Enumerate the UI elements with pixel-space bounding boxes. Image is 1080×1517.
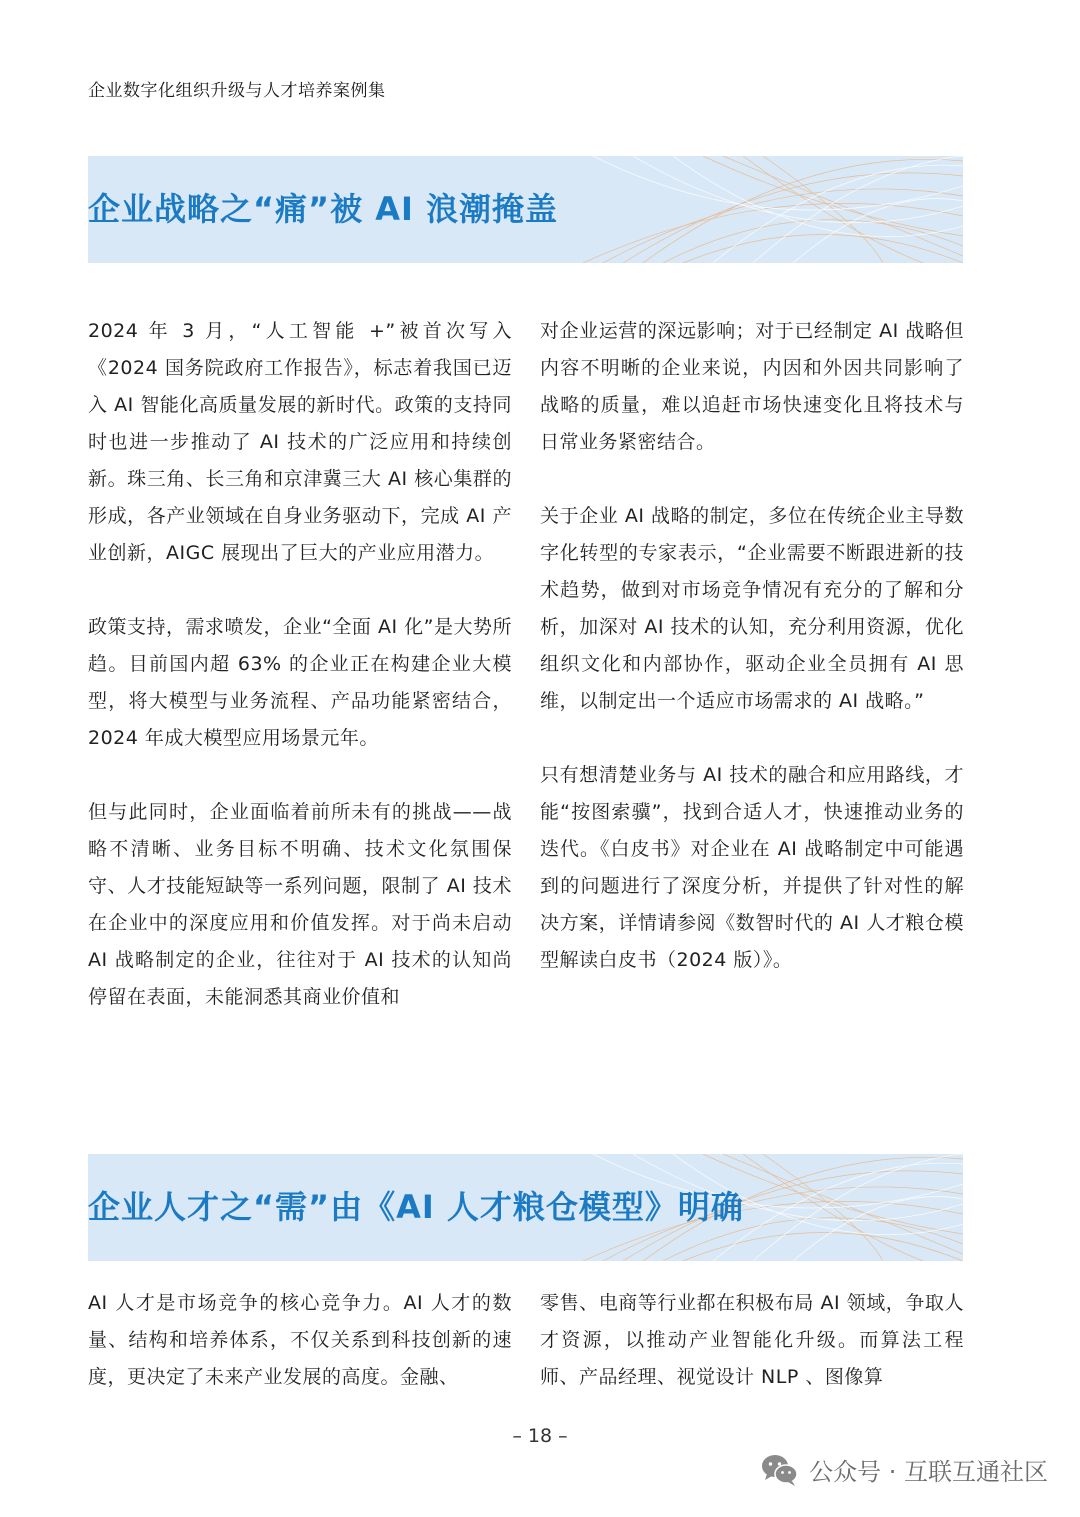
running-header: 企业数字化组织升级与人才培养案例集 — [88, 81, 386, 101]
decorative-lines — [583, 156, 963, 263]
section-banner — [88, 1154, 963, 1261]
section-banner — [88, 156, 963, 263]
paragraph: 2024 年 3 月，“人工智能 +”被首次写入《2024 国务院政府工作报告》，标志着我国已迈入 AI 智能化高质量发展的新时代。政策的支持同时也进一步推动了 AI 技术的广泛应用和持续创新。珠三角、长三角和京津冀三大 AI 核心集群的形成，各产业领域在自身业务驱动下，完成 AI 产业创新，AIGC 展现出了巨大的产业应用潜力。 — [88, 320, 512, 564]
left-column — [88, 1285, 512, 1396]
paragraph: AI 人才是市场竞争的核心竞争力。AI 人才的数量、结构和培养体系，不仅关系到科技创新的速度，更决定了未来产业发展的高度。金融、 — [88, 1292, 512, 1388]
watermark-text: 公众号 · 互联互通社区 — [809, 1458, 1048, 1486]
page-number: – 18 – — [512, 1425, 568, 1447]
paragraph: 关于企业 AI 战略的制定，多位在传统企业主导数字化转型的专家表示，“企业需要不断跟进新的技术趋势，做到对市场竞争情况有充分的了解和分析，加深对 AI 技术的认知，充分利用资源，优化组织文化和内部协作，驱动企业全员拥有 AI 思维，以制定出一个适应市场需求的 AI 战略。” — [540, 505, 964, 712]
right-column — [540, 1285, 964, 1396]
left-column — [88, 313, 512, 1016]
paragraph: 政策支持，需求喷发，企业“全面 AI 化”是大势所趋。目前国内超 63% 的企业正在构建企业大模型，将大模型与业务流程、产品功能紧密结合，2024 年成大模型应用场景元年。 — [88, 616, 512, 749]
paragraph: 零售、电商等行业都在积极布局 AI 领域，争取人才资源，以推动产业智能化升级。而算法工程师、产品经理、视觉设计 NLP 、图像算 — [540, 1292, 964, 1388]
watermark — [761, 1452, 1048, 1487]
section-title: 企业战略之“痛”被 AI 浪潮掩盖 — [88, 190, 559, 228]
section-title: 企业人才之“需”由《AI 人才粮仓模型》明确 — [88, 1188, 744, 1226]
wechat-icon — [761, 1453, 799, 1487]
paragraph: 对企业运营的深远影响；对于已经制定 AI 战略但内容不明晰的企业来说，内因和外因共同影响了战略的质量，难以追赶市场快速变化且将技术与日常业务紧密结合。 — [540, 320, 964, 453]
paragraph: 只有想清楚业务与 AI 技术的融合和应用路线，才能“按图索骥”，找到合适人才，快速推动业务的迭代。《白皮书》对企业在 AI 战略制定中可能遇到的问题进行了深度分析，并提供了针对性的解决方案，详情请参阅《数智时代的 AI 人才粮仓模型解读白皮书（2024 版）》。 — [540, 764, 964, 971]
paragraph: 但与此同时，企业面临着前所未有的挑战——战略不清晰、业务目标不明确、技术文化氛围保守、人才技能短缺等一系列问题，限制了 AI 技术在企业中的深度应用和价值发挥。对于尚未启动 AI 战略制定的企业，往往对于 AI 技术的认知尚停留在表面，未能洞悉其商业价值和 — [88, 801, 512, 1008]
right-column — [540, 313, 964, 979]
